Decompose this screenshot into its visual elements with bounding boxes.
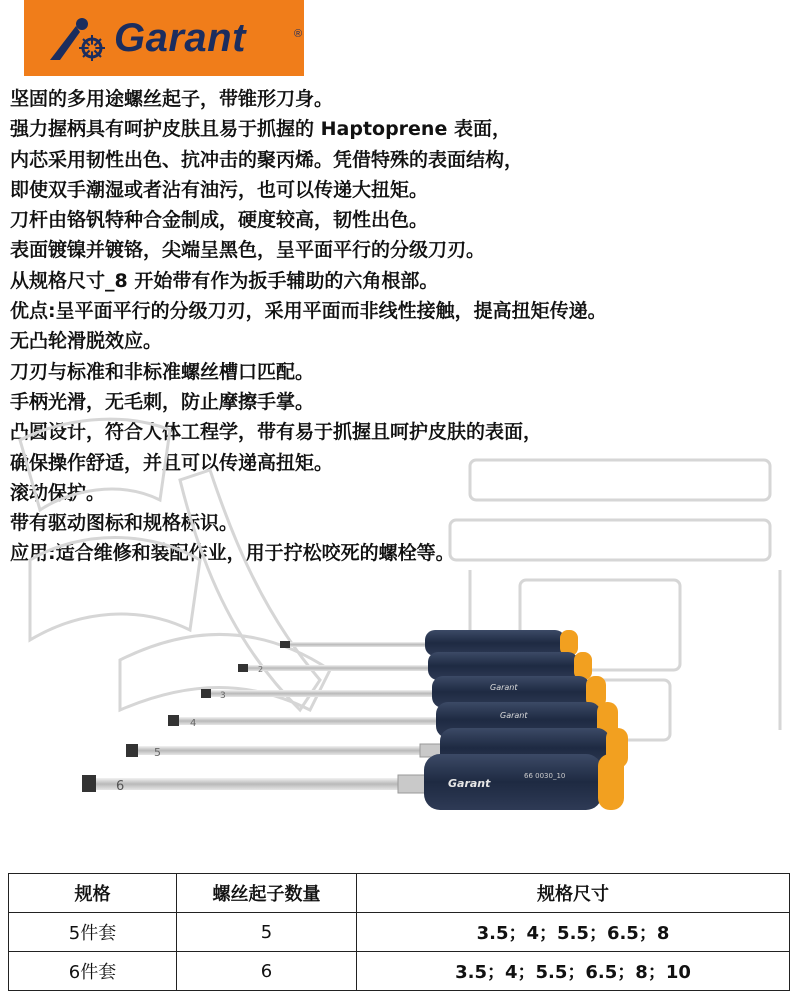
table-header-row [9,874,790,913]
registered-mark: ® [294,28,303,40]
cell-spec: 6件套 [9,952,177,991]
cell-count: 5 [177,913,357,952]
description-line: 刀杆由铬钒特种合金制成，硬度较高，韧性出色。 [10,209,429,232]
screwdriver-set-image [80,622,640,822]
screwdriver-6 [82,754,624,810]
column-header-spec: 规格 [9,874,177,913]
screwdriver-2 [238,652,592,680]
blade-label: 4 [190,718,197,729]
handle-code: 66 0030_10 [524,772,566,780]
description-line: 内芯采用韧性出色、抗冲击的聚丙烯。凭借特殊的表面结构， [10,148,524,171]
handle-brand: Garant [500,711,528,720]
description-line: 手柄光滑，无毛刺，防止摩擦手掌。 [10,390,315,413]
description-line: 从规格尺寸_8 开始带有作为扳手辅助的六角根部。 [10,269,439,292]
cell-sizes: 3.5；4；5.5；6.5；8；10 [357,952,790,991]
column-header-count: 螺丝起子数量 [177,874,357,913]
brand-name: Garant [114,16,246,60]
description-line: 刀刃与标准和非标准螺丝槽口匹配。 [10,360,315,383]
description-line: 优点:呈平面平行的分级刀刃，采用平面而非线性接触，提高扭矩传递。 [10,300,607,323]
blade-label: 3 [220,691,226,701]
blade-label: 5 [154,746,161,759]
description-line: 滚动保护。 [10,481,106,504]
description-line: 带有驱动图标和规格标识。 [10,512,239,535]
cell-sizes: 3.5；4；5.5；6.5；8 [357,913,790,952]
description-line: 凸圆设计，符合人体工程学，带有易于抓握且呵护皮肤的表面， [10,421,543,444]
description-line: 表面镀镍并镀铬，尖端呈黑色，呈平面平行的分级刀刃。 [10,239,486,262]
cell-count: 6 [177,952,357,991]
garant-figure-icon [46,16,106,62]
description-line: 坚固的多用途螺丝起子，带锥形刀身。 [10,88,334,110]
table-row [9,913,790,952]
blade-label: 2 [258,665,264,674]
handle-brand: Garant [448,777,491,790]
description-line: 无凸轮滑脱效应。 [10,330,163,353]
description-line: 强力握柄具有呵护皮肤且易于抓握的 Haptoprene 表面， [10,118,511,141]
description-line: 即使双手潮湿或者沾有油污，也可以传递大扭矩。 [10,178,429,201]
description-line: 应用:适合维修和装配作业，用于拧松咬死的螺栓等。 [10,542,455,565]
spec-table [8,873,790,991]
cell-spec: 5件套 [9,913,177,952]
product-description [10,84,790,569]
table-row [9,952,790,991]
garant-logo [24,0,304,76]
handle-brand: Garant [490,683,518,692]
blade-label: 6 [116,779,125,794]
description-line: 确保操作舒适，并且可以传递高扭矩。 [10,451,334,474]
column-header-sizes: 规格尺寸 [357,874,790,913]
